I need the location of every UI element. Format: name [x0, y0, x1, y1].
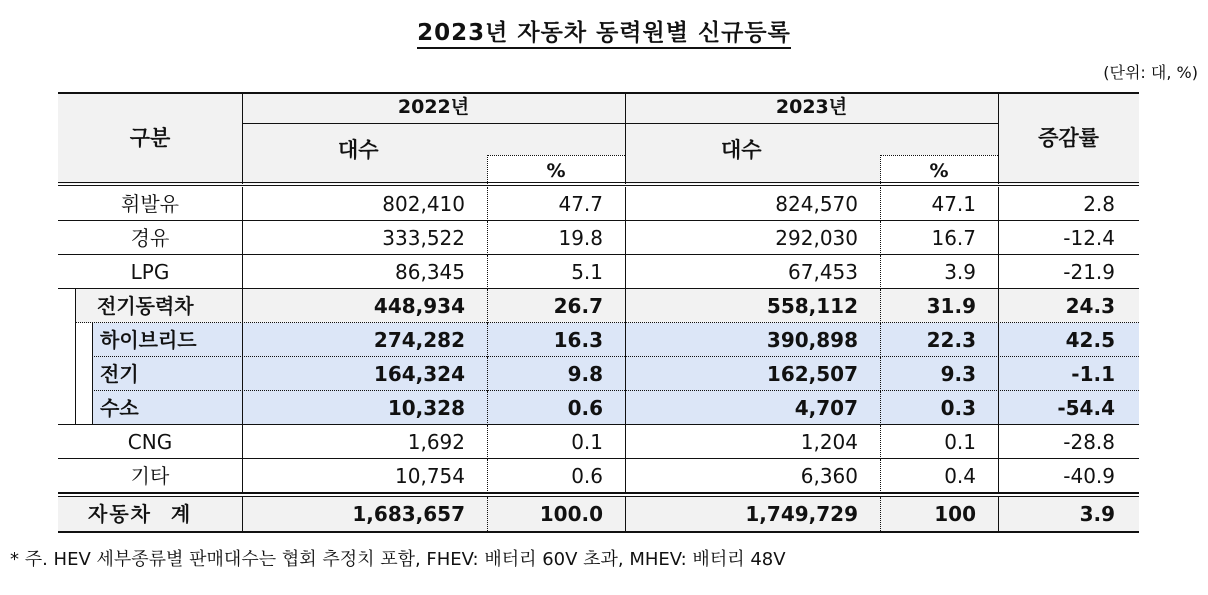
cell-p22: 0.6 [567, 396, 603, 420]
cell-p22: 100.0 [539, 502, 603, 526]
cell-divider [880, 357, 881, 391]
cell-g: -54.4 [1057, 396, 1115, 420]
row-label: 기타 [130, 464, 170, 488]
table-row [58, 323, 1139, 357]
cell-c23: 162,507 [766, 362, 858, 386]
cell-g: -40.9 [1063, 464, 1115, 488]
table-bottom-border [58, 531, 1139, 533]
cell-p22: 26.7 [553, 294, 603, 318]
cell-divider [242, 187, 243, 221]
cell-p23: 100 [934, 502, 976, 526]
header-2023: 2023년 [775, 96, 848, 118]
table-row [58, 459, 1139, 493]
cell-divider [242, 255, 243, 289]
cell-divider [880, 459, 881, 493]
table-row [58, 391, 1139, 425]
cell-p23: 3.9 [944, 260, 976, 284]
cell-divider [625, 255, 626, 289]
cell-divider [487, 289, 488, 323]
cell-divider [487, 391, 488, 425]
cell-g: 3.9 [1079, 502, 1115, 526]
cell-c22: 448,934 [373, 294, 465, 318]
cell-divider [998, 187, 999, 221]
cell-p23: 31.9 [926, 294, 976, 318]
cell-c23: 6,360 [800, 464, 858, 488]
cell-g: 24.3 [1065, 294, 1115, 318]
cell-c23: 4,707 [794, 396, 858, 420]
cell-c23: 292,030 [775, 226, 858, 250]
cell-divider [487, 221, 488, 255]
cell-divider [998, 459, 999, 493]
cell-divider [998, 357, 999, 391]
header-divider [242, 123, 998, 124]
header-gubun: 구분 [129, 126, 171, 150]
cell-p23: 22.3 [926, 328, 976, 352]
cell-divider [487, 425, 488, 459]
header-bottom-line-2 [58, 185, 1139, 186]
cell-divider [625, 391, 626, 425]
cell-divider [242, 221, 243, 255]
table-row [58, 255, 1139, 289]
cell-p22: 5.1 [571, 260, 603, 284]
cell-p22: 16.3 [553, 328, 603, 352]
cell-divider [242, 459, 243, 493]
table-row [58, 425, 1139, 459]
cell-divider [880, 497, 881, 531]
cell-p23: 9.3 [940, 362, 976, 386]
cell-c22: 1,692 [407, 430, 465, 454]
cell-p23: 0.4 [944, 464, 976, 488]
cell-divider [487, 459, 488, 493]
cell-divider [880, 187, 881, 221]
unit-label: (단위: 대, %) [1103, 63, 1198, 82]
cell-divider [998, 425, 999, 459]
cell-divider [625, 289, 626, 323]
cell-g: 2.8 [1083, 192, 1115, 216]
group-indent-line [75, 289, 76, 425]
row-label: 전기 [100, 362, 139, 386]
cell-divider [625, 425, 626, 459]
cell-divider [242, 391, 243, 425]
header-2022-pct: % [546, 160, 566, 182]
row-label: LPG [130, 260, 170, 284]
cell-c22: 802,410 [382, 192, 465, 216]
row-label: 전기동력차 [97, 294, 194, 318]
cell-g: -21.9 [1063, 260, 1115, 284]
table-row [58, 187, 1139, 221]
header-2022: 2022년 [397, 96, 470, 118]
header-growth: 증감률 [1038, 126, 1099, 150]
cell-c23: 824,570 [775, 192, 858, 216]
cell-divider [242, 357, 243, 391]
cell-g: -12.4 [1063, 226, 1115, 250]
cell-divider [625, 323, 626, 357]
cell-divider [998, 497, 999, 531]
cell-p23: 0.1 [944, 430, 976, 454]
cell-c23: 67,453 [788, 260, 858, 284]
row-label: 자동차 계 [88, 502, 193, 526]
group-indent-line [92, 323, 93, 425]
total-divider [58, 496, 1139, 497]
cell-divider [487, 497, 488, 531]
cell-divider [880, 255, 881, 289]
cell-divider [625, 357, 626, 391]
cell-c22: 86,345 [395, 260, 465, 284]
cell-g: 42.5 [1065, 328, 1115, 352]
cell-c23: 390,898 [766, 328, 858, 352]
cell-divider [242, 323, 243, 357]
title-text: 2023년 자동차 동력원별 신규등록 [417, 20, 791, 49]
cell-divider [880, 323, 881, 357]
cell-g: -28.8 [1063, 430, 1115, 454]
row-label: 휘발유 [121, 192, 179, 216]
cell-p22: 0.1 [571, 430, 603, 454]
table-row [58, 357, 1139, 391]
cell-divider [242, 289, 243, 323]
cell-divider [487, 323, 488, 357]
cell-c23: 1,749,729 [745, 502, 858, 526]
cell-g: -1.1 [1071, 362, 1115, 386]
cell-c23: 1,204 [800, 430, 858, 454]
cell-divider [242, 425, 243, 459]
cell-c22: 1,683,657 [352, 502, 465, 526]
table-grid [58, 92, 1139, 532]
cell-c22: 164,324 [373, 362, 465, 386]
cell-divider [998, 221, 999, 255]
cell-divider [880, 391, 881, 425]
table-row [58, 497, 1139, 531]
cell-p23: 47.1 [931, 192, 976, 216]
cell-divider [998, 391, 999, 425]
row-label: 경유 [130, 226, 170, 250]
cell-divider [487, 255, 488, 289]
cell-p22: 47.7 [558, 192, 603, 216]
header-2023-count: 대수 [721, 138, 762, 162]
cell-c22: 333,522 [382, 226, 465, 250]
cell-divider [625, 497, 626, 531]
cell-divider [998, 255, 999, 289]
cell-c22: 274,282 [373, 328, 465, 352]
cell-divider [625, 459, 626, 493]
cell-divider [880, 289, 881, 323]
cell-p22: 9.8 [567, 362, 603, 386]
cell-p23: 0.3 [940, 396, 976, 420]
cell-c23: 558,112 [766, 294, 858, 318]
cell-p22: 19.8 [558, 226, 603, 250]
cell-divider [487, 357, 488, 391]
row-label: CNG [127, 430, 173, 454]
row-label: 수소 [100, 396, 139, 420]
header-2023-pct: % [929, 160, 949, 182]
cell-divider [625, 187, 626, 221]
cell-divider [625, 221, 626, 255]
cell-divider [487, 187, 488, 221]
cell-divider [998, 289, 999, 323]
footnote: * 주. HEV 세부종류별 판매대수는 협회 추정치 포함, FHEV: 배터리 60V 초과, MHEV: 배터리 48V [10, 549, 786, 570]
table-row [58, 289, 1139, 323]
cell-divider [880, 221, 881, 255]
header-2022-count: 대수 [338, 138, 379, 162]
cell-p22: 0.6 [571, 464, 603, 488]
row-label: 하이브리드 [100, 328, 197, 352]
cell-c22: 10,328 [387, 396, 465, 420]
page-title [0, 14, 1208, 47]
total-divider [58, 493, 1139, 494]
cell-divider [242, 497, 243, 531]
cell-divider [880, 425, 881, 459]
table-row [58, 221, 1139, 255]
cell-c22: 10,754 [395, 464, 465, 488]
cell-divider [998, 323, 999, 357]
cell-p23: 16.7 [931, 226, 976, 250]
